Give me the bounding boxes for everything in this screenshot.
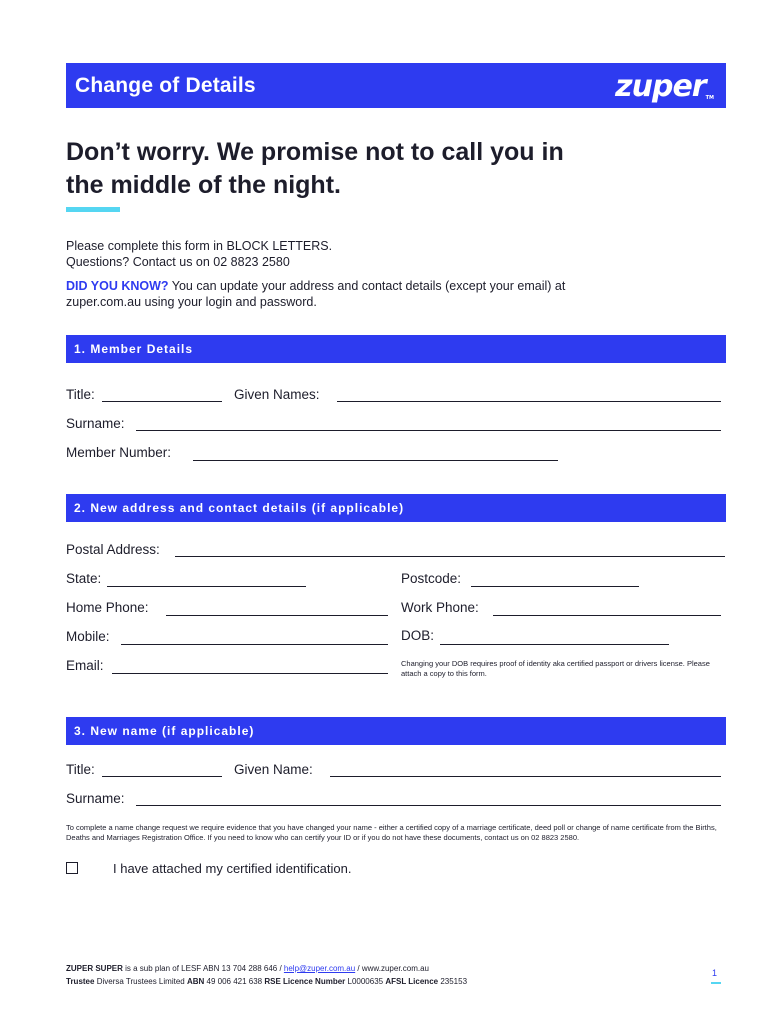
section-member-details: 1. Member Details — [66, 335, 726, 363]
postcode-field[interactable] — [471, 586, 639, 587]
did-you-know-text: You can update your address and contact details (except your email) at zuper.com.au using your login and password. — [66, 279, 566, 309]
home-phone-field[interactable] — [166, 615, 388, 616]
logo-trademark: TM — [705, 95, 714, 101]
state-label: State: — [66, 571, 102, 586]
dob-label: DOB: — [401, 628, 435, 643]
footer-rse-label: RSE Licence Number — [264, 977, 346, 986]
surname-field[interactable] — [136, 430, 721, 431]
footer-abn: 49 006 421 638 — [204, 977, 265, 986]
dob-field[interactable] — [440, 644, 669, 645]
member-number-field[interactable] — [193, 460, 558, 461]
new-title-label: Title: — [66, 762, 95, 777]
footer-abn-label: ABN — [186, 977, 205, 986]
mobile-field[interactable] — [121, 644, 388, 645]
footer-trustee: Diversa Trustees Limited — [94, 977, 187, 986]
work-phone-label: Work Phone: — [401, 600, 479, 615]
page-number-underline — [711, 982, 721, 984]
mobile-label: Mobile: — [66, 629, 110, 644]
surname-label: Surname: — [66, 416, 125, 431]
new-given-name-label: Given Name: — [234, 762, 313, 777]
intro-line-1: Please complete this form in BLOCK LETTERS. — [66, 239, 333, 253]
home-phone-label: Home Phone: — [66, 600, 149, 615]
footer-brand: ZUPER SUPER — [66, 964, 123, 973]
new-given-name-field[interactable] — [330, 776, 721, 777]
intro-text — [66, 238, 332, 270]
footer — [66, 962, 467, 988]
name-change-note: To complete a name change request we require evidence that you have changed your name - either a certified copy of a marriage certificate, deed poll or change of name certificate from the Births, Deaths and Marriages Registration Office. If you need to know who can certify your ID or if you do not have these documents, contact us on 02 8823 2580. — [66, 823, 717, 842]
state-field[interactable] — [107, 586, 306, 587]
title-field[interactable] — [102, 401, 222, 402]
certified-id-checkbox[interactable] — [66, 862, 78, 874]
footer-afsl-label: AFSL Licence — [385, 977, 439, 986]
title-label: Title: — [66, 387, 95, 402]
logo-text: zuper — [615, 69, 706, 104]
form-title: Change of Details — [75, 74, 256, 97]
new-title-field[interactable] — [102, 776, 222, 777]
headline: Don’t worry. We promise not to call you in the middle of the night. — [66, 138, 564, 199]
header-banner — [66, 63, 726, 108]
email-label: Email: — [66, 658, 104, 673]
footer-website-text: / www.zuper.com.au — [355, 964, 429, 973]
did-you-know — [66, 278, 606, 310]
footer-plan-text: is a sub plan of LESF ABN 13 704 288 646 / — [122, 964, 284, 973]
given-names-label: Given Names: — [234, 387, 320, 402]
section-address-contact: 2. New address and contact details (if applicable) — [66, 494, 726, 522]
member-number-label: Member Number: — [66, 445, 172, 460]
new-surname-field[interactable] — [136, 805, 721, 806]
accent-bar — [66, 207, 120, 212]
zuper-logo — [615, 69, 714, 104]
work-phone-field[interactable] — [493, 615, 721, 616]
footer-trustee-label: Trustee — [66, 977, 95, 986]
footer-rse: L0000635 — [345, 977, 386, 986]
given-names-field[interactable] — [337, 401, 721, 402]
page-number: 1 — [712, 968, 718, 978]
dob-note: Changing your DOB requires proof of identity aka certified passport or drivers license. Please attach a copy to this form. — [401, 659, 710, 678]
postal-address-field[interactable] — [175, 556, 725, 557]
footer-afsl: 235153 — [438, 977, 468, 986]
new-surname-label: Surname: — [66, 791, 125, 806]
certified-id-checkbox-label: I have attached my certified identification. — [113, 861, 352, 876]
postcode-label: Postcode: — [401, 571, 462, 586]
intro-line-2: Questions? Contact us on 02 8823 2580 — [66, 255, 290, 269]
footer-line-2 — [66, 975, 467, 988]
section-new-name: 3. New name (if applicable) — [66, 717, 726, 745]
did-you-know-label: DID YOU KNOW? — [66, 279, 169, 293]
footer-line-1 — [66, 962, 467, 975]
footer-email-link[interactable]: help@zuper.com.au — [283, 964, 356, 973]
postal-address-label: Postal Address: — [66, 542, 160, 557]
email-field[interactable] — [112, 673, 388, 674]
